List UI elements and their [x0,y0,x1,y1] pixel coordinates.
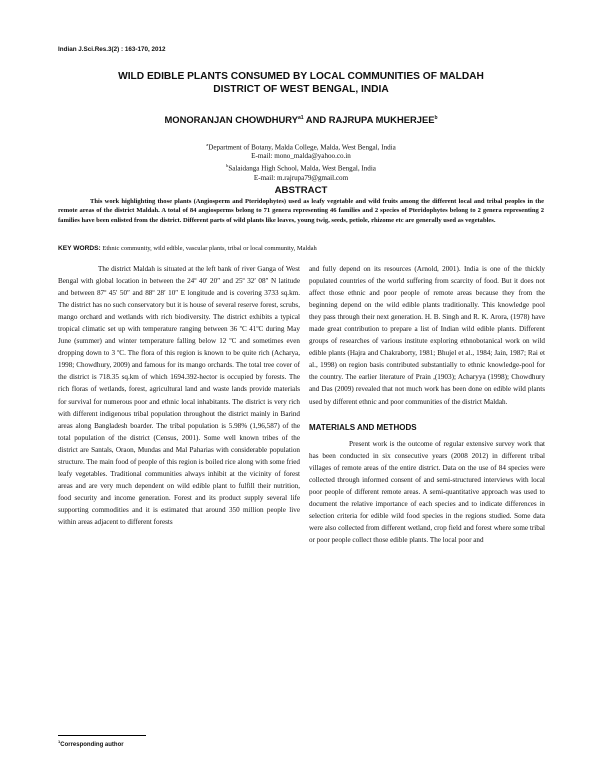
title-line-2: DISTRICT OF WEST BENGAL, INDIA [213,84,389,95]
author-1-superscript: a1 [297,114,304,121]
footnote-marker: 1 [58,739,61,744]
abstract-text: This work highlighting those plants (Angiosperm and Pteridophytes) used as leafy vegetable and wild fruits among the different local and tribal peoples in the remote areas of the district Maldah. A total of 84 angiosperms belong to 71 genera representing 46 families and 2 species of Pteridophytes belong to 2 genera representing 2 families have been enlisted from the district. Different parts of wild plants like leaves, young twig, seeds, petiole, rhizome etc are generally used as vegetables. [58,198,544,224]
affiliation-a-email: E-mail: mono_malda@yahoo.co.in [251,152,351,161]
footnote [58,739,124,748]
affiliation-b-text: Salaidanga High School, Malda, West Bengal, India [228,164,376,173]
body-paragraph-intro: The district Maldah is situated at the left bank of river Ganga of West Bengal with global location in between the 24º 40′ 20″ and 25º 32′ 08″ N latitude and between 87º 45′ 50″ and 88º 28′ 10″ E longitude and is covering 3733 sq.km. The district has no such conservatory but it is house of several reserve forest, scrubs, mango orchard and wetlands with rich biodiversity. The district exhibits a typical tropical climatic set up with temperature ranging between 36 ºC 41ºC during May June (summer) and winter temperature falling below 12 ºC and sometimes even dropping down to 3 ºC. The flora of this region is known to be quite rich (Acharya, 1998; Chowdhury, 2009) and famous for its mango orchards. The total tree cover of the district is 718.35 sq.km of which 1694.392-hector is occupied by forests. The rich floras of wetlands, forest, agricultural land and waste lands provide materials for survival for numerous poor and ethnic local inhabitants. The district is very rich with different indigenous tribal population throughout the district mainly in Barind areas along Bangladesh boarder. The tribal population is 5.98% (1,96,587) of the total population of the district (Census, 2001). Some well known tribes of the district are Santals, Oraon, Mundas and Mal Paharias with considerable population structure. The main food of people of this region is boiled rice along with some fried leafy vegetables. Traditional communities always inhibit at the vicinity of forest areas and are very much dependent on wild edible plant to fulfill their nutrition, food security and income generation. Forest and its product supply several life supporting commodities and it is estimated that around 350 million people live within areas adjacent to different forests [58,265,300,526]
left-column [58,263,300,528]
keywords-label: KEY WORDS: [58,245,101,252]
author-line [58,114,544,125]
keywords [58,245,544,252]
section-heading-materials-methods: MATERIALS AND METHODS [309,422,417,432]
affiliation-a [58,140,544,152]
keywords-text: Ethnic community, wild edible, vascular plants, tribal or local community, Maldah [100,245,317,252]
affiliation-b-marker: b [226,163,229,169]
body-paragraph-continued: and fully depend on its resources (Arnold, 2001). India is one of the thickly populated countries of the world suffering from scarcity of food. But it does not affect those ethnic and poor people of remote areas because they from the beginning depend on the wild edible plants traditionally. This knowledge pool they pass through their next generation. H. B. Singh and R. K. Arora, (1978) have made great contribution to prepare a list of Indian wild edible plants. Different groups of researches of various institute exploring ethnobotanical work on wild edible plants (Hajra and Chakraborty, 1981; Bhujel et al., 1984; Jain, 1987; Rai et al., 1998) on region basis contributed substantially to ethnic knowledge-pool for the country. The earlier literature of Prain ,(1903); Acharyya (1998); Chowdhury and Das (2009) revealed that not much work has been done on edible wild plants used by different ethnic and poor communities of the district Maldah. [309,265,545,406]
affiliations [58,140,544,183]
author-1: MONORANJAN CHOWDHURY [164,114,298,125]
title-line-1: WILD EDIBLE PLANTS CONSUMED BY LOCAL COMMUNITIES OF MALDAH [118,71,484,82]
abstract-heading: ABSTRACT [274,185,328,196]
author-2-superscript: b [434,114,438,121]
footnote-text: Corresponding author [60,742,124,748]
affiliation-a-text: Department of Botany, Malda College, Malda, West Bengal, India [208,143,396,152]
affiliation-b-email: E-mail: m.rajrupa79@gmail.com [253,173,349,182]
right-column [309,263,545,546]
footnote-divider [58,735,146,736]
body-paragraph-methods: Present work is the outcome of regular extensive survey work that has been conducted in six consecutive years (2008 2012) in different tribal villages of remote areas of the entire district. Data on the use of 84 species were collected through informed consent of and semi-structured interviews with local poor people of different remote areas. A semi-quantitative approach was used to document the relative importance of each species and to indicate differences in selection criteria for edible wild food species in the regions studied. Some data were also collected from different wetland, crop field and forest where some tribal or poor people collect those edible plants. The local poor and [309,439,545,544]
affiliation-b [58,161,544,173]
journal-reference: Indian J.Sci.Res.3(2) : 163-170, 2012 [58,46,166,53]
article-title [58,70,544,96]
author-2: RAJRUPA MUKHERJEE [328,114,435,125]
affiliation-a-marker: a [206,142,209,147]
author-separator: AND [303,114,329,125]
